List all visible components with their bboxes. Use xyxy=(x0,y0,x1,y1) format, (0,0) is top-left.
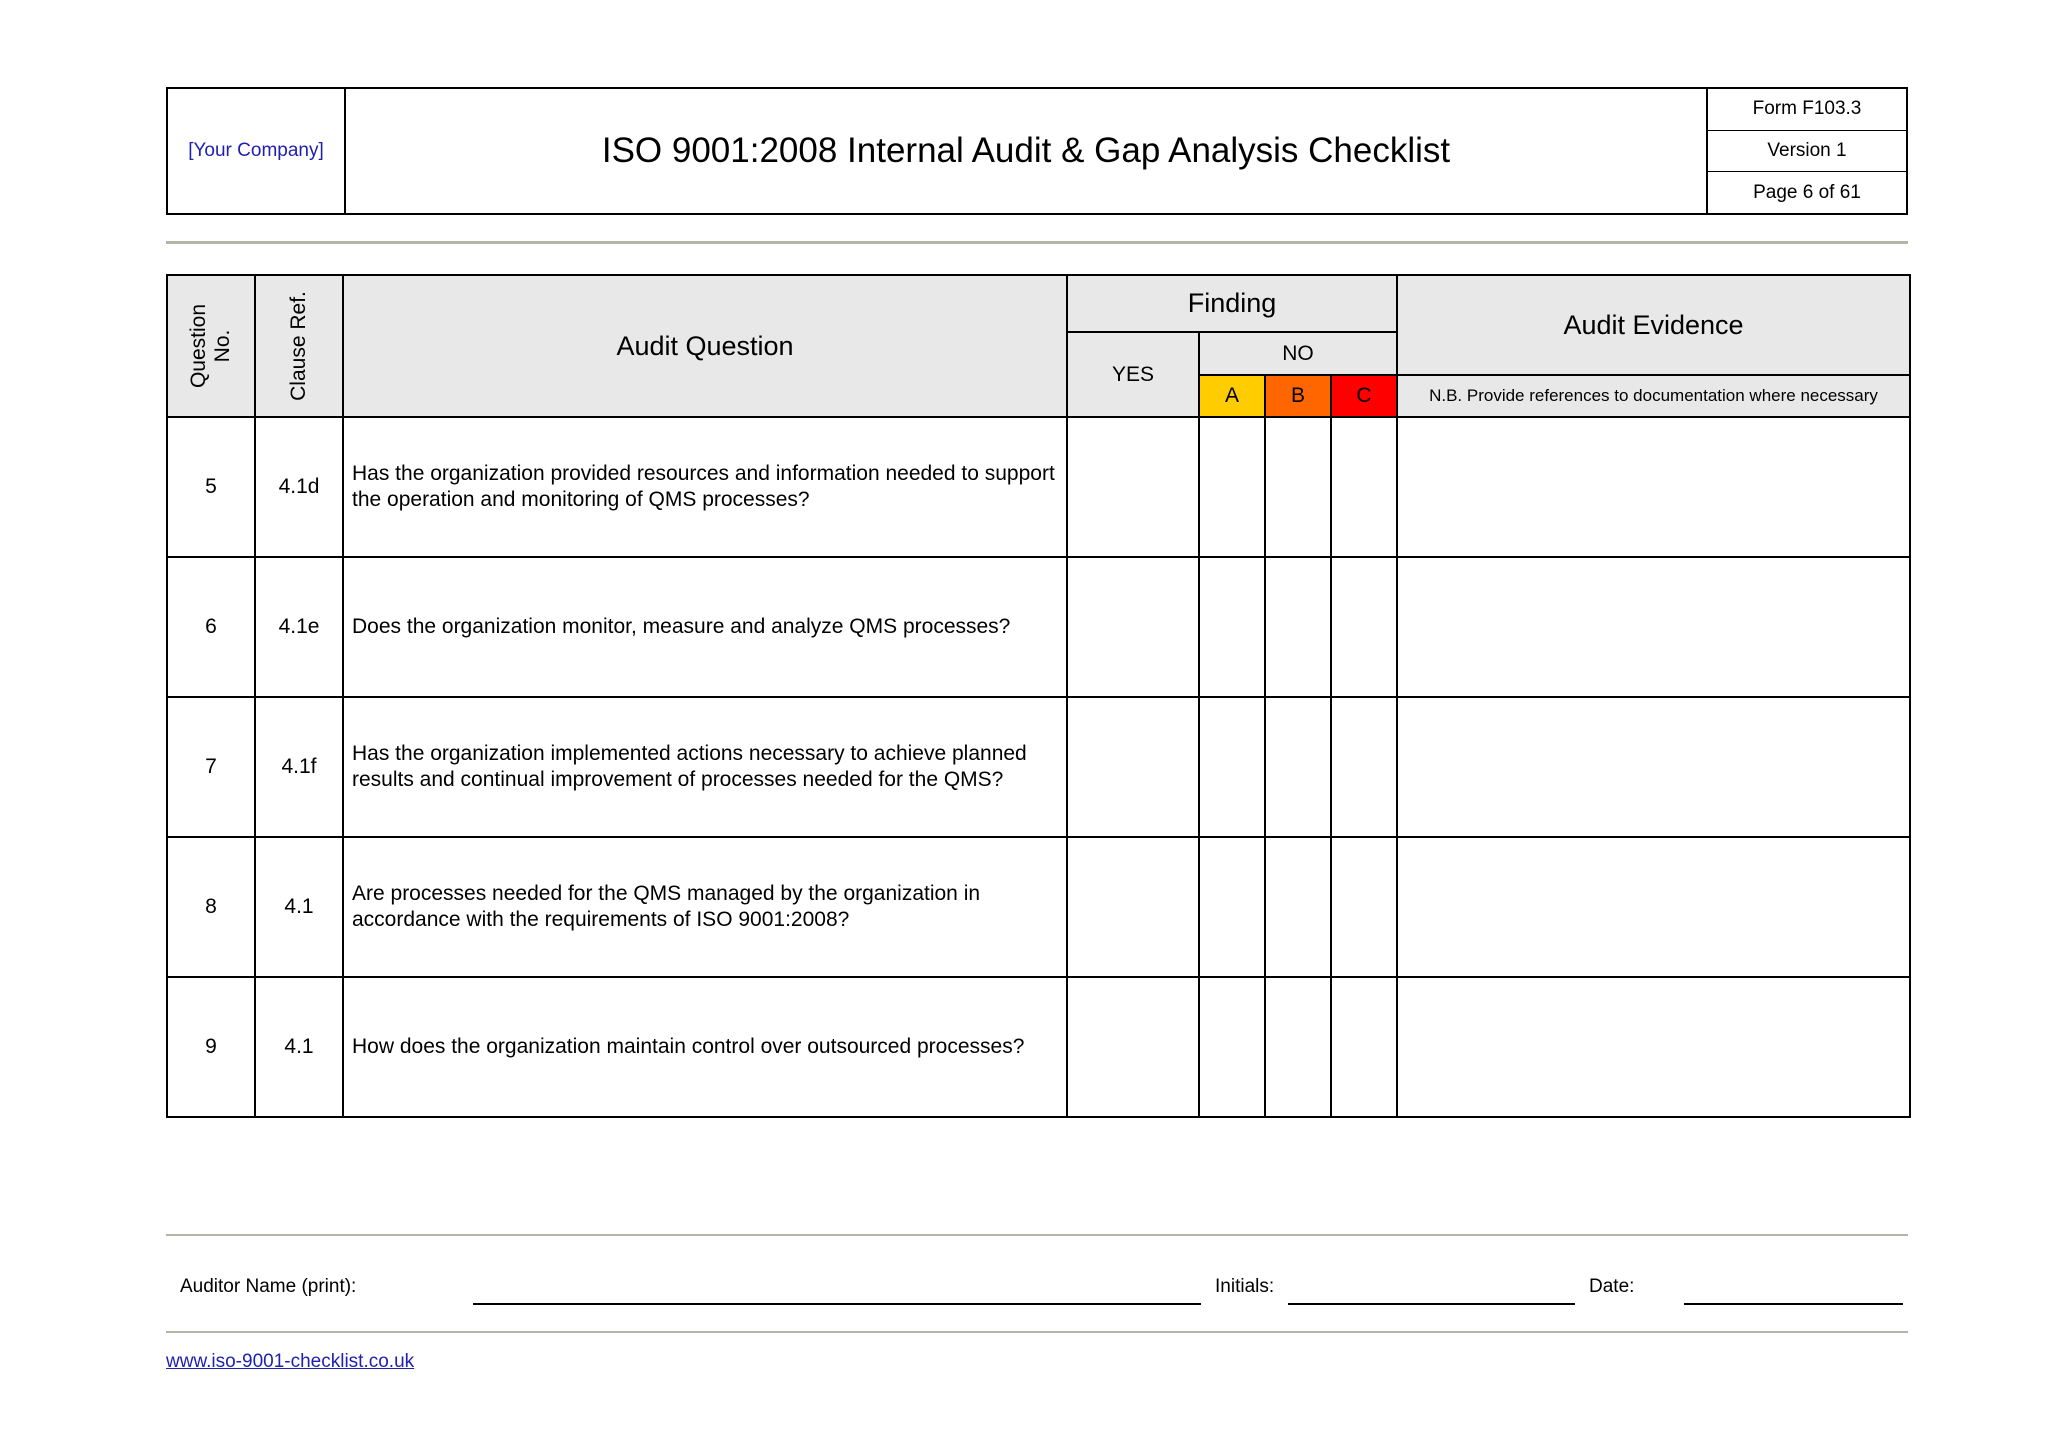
initials-line[interactable] xyxy=(1288,1303,1575,1305)
header-no-a: A xyxy=(1199,375,1265,417)
date-line[interactable] xyxy=(1684,1303,1903,1305)
date-label: Date: xyxy=(1589,1276,1635,1297)
clause-ref: 4.1e xyxy=(255,557,343,697)
footer-divider-bottom xyxy=(166,1331,1908,1333)
version: Version 1 xyxy=(1708,131,1906,173)
audit-evidence-cell[interactable] xyxy=(1397,417,1910,557)
document-title: ISO 9001:2008 Internal Audit & Gap Analysis Checklist xyxy=(346,89,1708,213)
document-header xyxy=(166,87,1908,215)
finding-yes-cell[interactable] xyxy=(1067,417,1199,557)
audit-question: Does the organization monitor, measure and analyze QMS processes? xyxy=(343,557,1067,697)
header-audit-evidence: Audit Evidence xyxy=(1397,275,1910,375)
table-row xyxy=(167,417,1910,557)
finding-a-cell[interactable] xyxy=(1199,837,1265,977)
finding-a-cell[interactable] xyxy=(1199,697,1265,837)
audit-evidence-cell[interactable] xyxy=(1397,837,1910,977)
header-finding: Finding xyxy=(1067,275,1397,332)
audit-question: Has the organization implemented actions necessary to achieve planned results and continual improvement of processes needed for the QMS? xyxy=(343,697,1067,837)
header-no-c: C xyxy=(1331,375,1397,417)
finding-c-cell[interactable] xyxy=(1331,557,1397,697)
auditor-name-line[interactable] xyxy=(473,1303,1201,1305)
table-row xyxy=(167,977,1910,1117)
finding-yes-cell[interactable] xyxy=(1067,837,1199,977)
form-number: Form F103.3 xyxy=(1708,89,1906,131)
finding-yes-cell[interactable] xyxy=(1067,977,1199,1117)
table-row xyxy=(167,557,1910,697)
header-question-no xyxy=(167,275,255,417)
audit-evidence-cell[interactable] xyxy=(1397,977,1910,1117)
finding-yes-cell[interactable] xyxy=(1067,557,1199,697)
header-no: NO xyxy=(1199,332,1397,375)
document-meta xyxy=(1708,89,1906,213)
clause-ref: 4.1 xyxy=(255,977,343,1117)
audit-table xyxy=(166,274,1911,1118)
audit-question: Has the organization provided resources and information needed to support the operation and monitoring of QMS processes? xyxy=(343,417,1067,557)
finding-a-cell[interactable] xyxy=(1199,977,1265,1117)
finding-a-cell[interactable] xyxy=(1199,557,1265,697)
finding-b-cell[interactable] xyxy=(1265,417,1331,557)
finding-yes-cell[interactable] xyxy=(1067,697,1199,837)
website-link[interactable]: www.iso-9001-checklist.co.uk xyxy=(166,1351,415,1372)
table-row xyxy=(167,837,1910,977)
finding-c-cell[interactable] xyxy=(1331,417,1397,557)
company-name: [Your Company] xyxy=(168,89,346,213)
header-yes: YES xyxy=(1067,332,1199,417)
question-no: 8 xyxy=(167,837,255,977)
audit-evidence-cell[interactable] xyxy=(1397,557,1910,697)
header-clause-ref: Clause Ref. xyxy=(255,275,343,417)
finding-b-cell[interactable] xyxy=(1265,977,1331,1117)
footer-divider-top xyxy=(166,1234,1908,1236)
finding-c-cell[interactable] xyxy=(1331,697,1397,837)
initials-label: Initials: xyxy=(1215,1276,1275,1297)
finding-c-cell[interactable] xyxy=(1331,837,1397,977)
finding-a-cell[interactable] xyxy=(1199,417,1265,557)
page-number: Page 6 of 61 xyxy=(1753,181,1861,203)
audit-evidence-cell[interactable] xyxy=(1397,697,1910,837)
finding-b-cell[interactable] xyxy=(1265,697,1331,837)
clause-ref: 4.1d xyxy=(255,417,343,557)
audit-question: How does the organization maintain control over outsourced processes? xyxy=(343,977,1067,1117)
question-no: 7 xyxy=(167,697,255,837)
header-divider xyxy=(166,241,1908,244)
header-no-b: B xyxy=(1265,375,1331,417)
table-row xyxy=(167,697,1910,837)
header-question-no-line1: Question xyxy=(187,303,210,389)
finding-b-cell[interactable] xyxy=(1265,837,1331,977)
evidence-note: N.B. Provide references to documentation where necessary xyxy=(1397,375,1910,417)
clause-ref: 4.1f xyxy=(255,697,343,837)
question-no: 5 xyxy=(167,417,255,557)
question-no: 6 xyxy=(167,557,255,697)
header-question-no-line2: No. xyxy=(211,329,234,363)
auditor-name-label: Auditor Name (print): xyxy=(180,1276,357,1297)
finding-c-cell[interactable] xyxy=(1331,977,1397,1117)
clause-ref: 4.1 xyxy=(255,837,343,977)
question-no: 9 xyxy=(167,977,255,1117)
header-audit-question: Audit Question xyxy=(343,275,1067,417)
finding-b-cell[interactable] xyxy=(1265,557,1331,697)
audit-question: Are processes needed for the QMS managed by the organization in accordance with the requirements of ISO 9001:2008? xyxy=(343,837,1067,977)
